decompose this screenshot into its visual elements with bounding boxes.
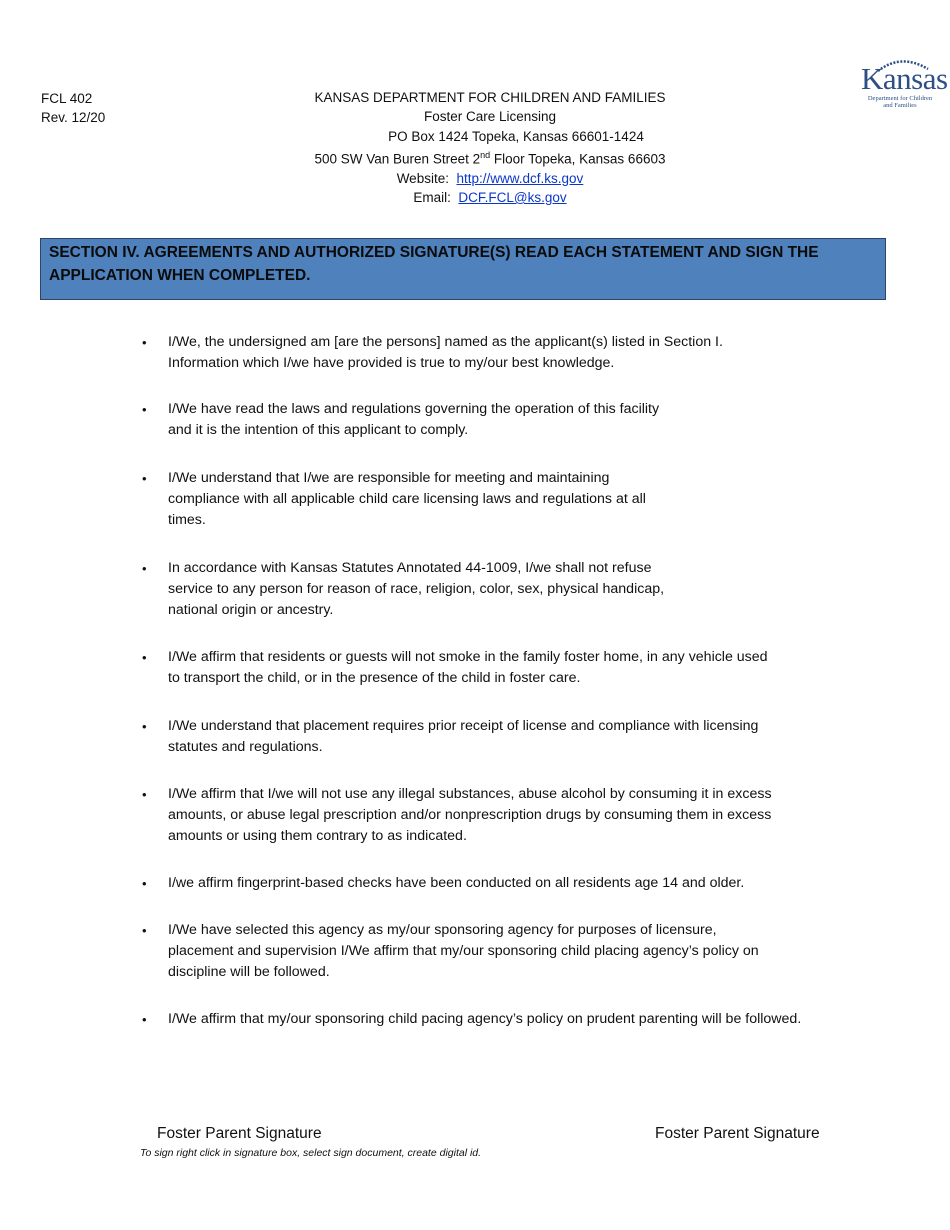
website-label: Website: [396, 170, 449, 186]
email-row [260, 188, 720, 207]
statement-line: In accordance with Kansas Statutes Annotated 44-1009, I/we shall not refuse [168, 560, 652, 576]
statement-item [142, 558, 665, 621]
statement-line: times. [168, 512, 206, 528]
logo-subtitle-line1: Department for Children [867, 95, 933, 102]
email-link[interactable]: DCF.FCL@ks.gov [458, 189, 567, 205]
division-name: Foster Care Licensing [423, 109, 557, 125]
street-address-part1: 500 SW Van Buren Street 2 [314, 151, 481, 167]
statement-line: I/We affirm that my/our sponsoring child pacing agency’s policy on prudent parenting will be followed. [168, 1011, 802, 1027]
statement-line: I/We have read the laws and regulations governing the operation of this facility [168, 401, 660, 417]
statement-item [142, 716, 759, 758]
form-code: FCL 402 [41, 91, 93, 106]
statement-item [142, 468, 646, 531]
statement-line: I/We understand that I/we are responsible for meeting and maintaining [168, 470, 610, 486]
bullet-icon: • [142, 335, 147, 350]
statement-line: and it is the intention of this applicant to comply. [168, 422, 469, 438]
statement-line: amounts, or abuse legal prescription and/or nonprescription drugs by consuming them in excess [168, 807, 772, 823]
statement-line: amounts or using them contrary to as indicated. [168, 828, 467, 844]
statement-line: I/We, the undersigned am [are the persons] named as the applicant(s) listed in Section I. [168, 334, 723, 350]
statement-item [142, 399, 660, 441]
statement-line: service to any person for reason of race, religion, color, sex, physical handicap, [168, 581, 665, 597]
statement-line: statutes and regulations. [168, 739, 323, 755]
agency-name: KANSAS DEPARTMENT FOR CHILDREN AND FAMILIES [314, 90, 666, 105]
statement-line: I/we affirm fingerprint-based checks have been conducted on all residents age 14 and older. [168, 875, 745, 891]
bullet-icon: • [142, 402, 147, 417]
website-link[interactable]: http://www.dcf.ks.gov [456, 170, 584, 186]
statement-item [142, 332, 723, 374]
signature-label-left[interactable]: Foster Parent Signature [157, 1125, 322, 1142]
statement-line: to transport the child, or in the presence of the child in foster care. [168, 670, 581, 686]
section-heading-line2: APPLICATION WHEN COMPLETED. [49, 267, 311, 284]
logo-wordmark: Kansas [861, 61, 948, 96]
statement-item [142, 920, 759, 983]
statement-line: discipline will be followed. [168, 964, 330, 980]
agency-header [260, 88, 720, 207]
bullet-icon: • [142, 923, 147, 938]
kansas-logo [858, 55, 948, 109]
statement-line: compliance with all applicable child care licensing laws and regulations at all [168, 491, 646, 507]
bullet-icon: • [142, 876, 147, 891]
bullet-icon: • [142, 719, 147, 734]
bullet-icon: • [142, 471, 147, 486]
statement-item [142, 1009, 802, 1030]
po-box-address: PO Box 1424 Topeka, Kansas 66601-1424 [388, 128, 644, 144]
bullet-icon: • [142, 561, 147, 576]
statement-line: Information which I/we have provided is true to my/our best knowledge. [168, 355, 615, 371]
bullet-icon: • [142, 650, 147, 665]
statement-line: I/We affirm that I/we will not use any illegal substances, abuse alcohol by consuming it in excess [168, 786, 772, 802]
section-heading-line1: SECTION IV. AGREEMENTS AND AUTHORIZED SIGNATURE(S) READ EACH STATEMENT AND SIGN THE [49, 244, 819, 261]
street-address [260, 146, 720, 169]
statement-line: I/We affirm that residents or guests will not smoke in the family foster home, in any vehicle used [168, 649, 768, 665]
statement-line: placement and supervision I/We affirm that my/our sponsoring child placing agency’s policy on [168, 943, 759, 959]
signature-instruction: To sign right click in signature box, select sign document, create digital id. [140, 1147, 482, 1159]
statement-line: national origin or ancestry. [168, 602, 334, 618]
website-row [260, 169, 720, 188]
street-address-part2: Floor Topeka, Kansas 66603 [490, 151, 666, 167]
statement-item [142, 873, 745, 894]
logo-subtitle [858, 95, 942, 109]
form-id-block [41, 89, 105, 127]
statement-line: I/We have selected this agency as my/our sponsoring agency for purposes of licensure, [168, 922, 717, 938]
form-revision: Rev. 12/20 [41, 110, 106, 125]
statement-item [142, 647, 768, 689]
statement-line: I/We understand that placement requires prior receipt of license and compliance with licensing [168, 718, 759, 734]
section-heading-bar [40, 238, 886, 300]
signature-label-right[interactable]: Foster Parent Signature [655, 1125, 820, 1142]
statement-item [142, 784, 772, 847]
bullet-icon: • [142, 787, 147, 802]
email-label: Email: [413, 189, 451, 205]
logo-subtitle-line2: and Families [883, 102, 917, 109]
floor-ordinal: nd [480, 149, 491, 160]
bullet-icon: • [142, 1012, 147, 1027]
